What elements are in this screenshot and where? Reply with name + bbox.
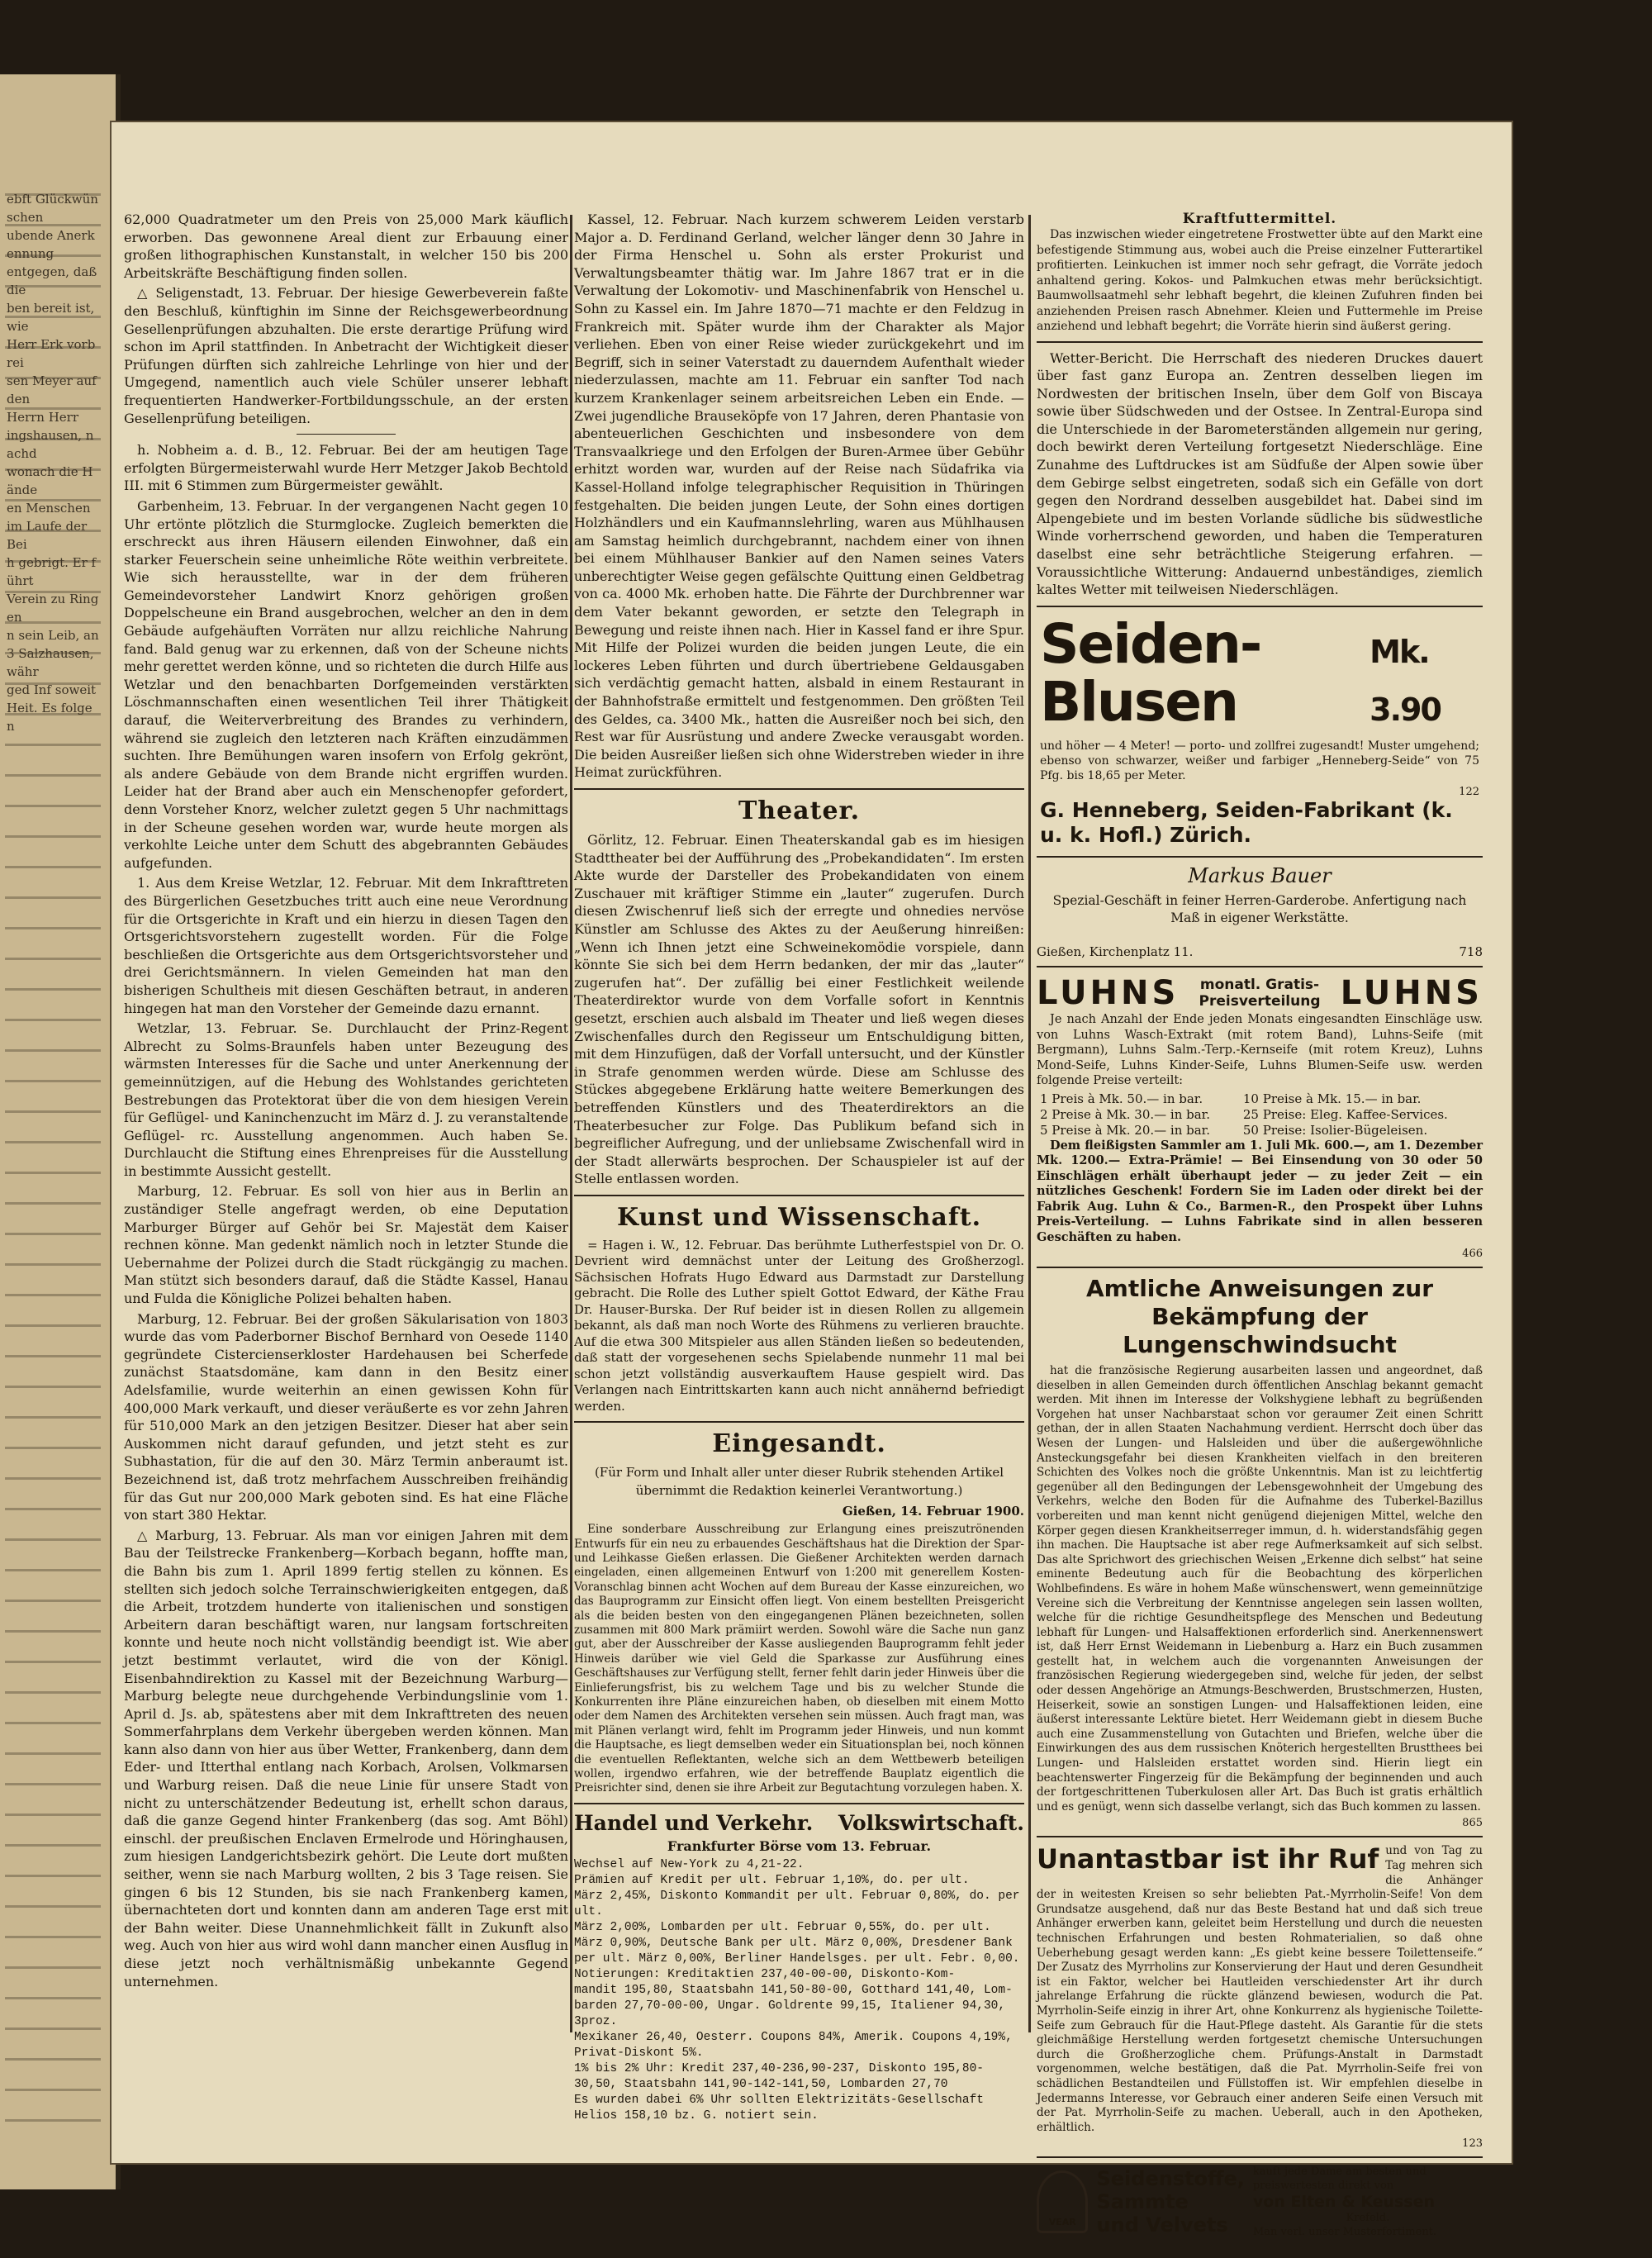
article: Eine sonderbare Ausschreibung zur Erlangung eines preiszutrönenden Entwurfs für ein neu zu erbauendes Geschäftshaus hat die Direktion der Spar- und Leihkasse Gießen erlassen. Die Gießener Architekten werden darnach eingeladen, einen allgemeinen Entwurf von 1:200 mit generellem Kosten-Voranschlag binnen acht Wochen auf dem Bureau der Kasse einzureichen, wo das Bauprogramm zur Einsicht offen liegt. Von einem bestellten Preisgericht als die beiden besten von den eingegangenen Plänen bezeichneten, sollen zusammen mit 800 Mark prämiirt werden. Sowohl wäre die Sache nun ganz gut, aber der Ausschreiber der Kasse ausliegenden Bauprogramm fehlt jeder Hinweis darüber wie viel Geld die Sparkasse zur Ausführung eines Geschäftshauses zur Verfügung stellt, ferner fehlt darin jeder Hinweis über die Einlieferungsfrist, bis zu welchem Tage und bis zu welcher Stunde die Konkurrenten ihre Pläne einzureichen haben, ob dieselben mit einem Motto oder dem Namen des Architekten versehen sein müssen. Auch fragt man, was mit Plänen verlangt wird, fehlt im Programm jeder Hinweis, und nun kommt die Hauptsache, es liegt demselben weder ein Situationsplan bei, noch können die eventuellen Reflektanten, welche sich an dem Wettbewerb beteiligen wollen, irgendwo erfahren, wie der betreffende Bauplatz eigentlich die Preisrichter sind, denen sie ihre Arbeit zur Begutachtung vorzulegen haben. X. xyxy=(574,1523,1024,1795)
ad-luhns xyxy=(1037,974,1483,1260)
prize-row xyxy=(1037,1107,1483,1123)
divider xyxy=(1037,1836,1483,1837)
prize-cell: 10 Preise à Mk. 15.— in bar. xyxy=(1242,1091,1422,1106)
boerse-line: Prämien auf Kredit per ult. Februar 1,10%, do. per ult. xyxy=(574,1873,970,1887)
section-heading-theater: Theater. xyxy=(738,796,861,825)
fragment-line: im Laufe der Bei xyxy=(7,519,88,552)
badge-icon xyxy=(1037,2170,1088,2233)
prize-row xyxy=(1037,1091,1483,1107)
fragment-line: ben bereit ist, wie xyxy=(7,301,95,334)
boerse-line: Mexikaner 26,40, Oesterr. Coupons 84%, Amerik. Coupons 4,19%, xyxy=(574,2030,1013,2044)
ad-price: Mk. 3.90 xyxy=(1370,633,1441,728)
ad-number: 123 xyxy=(1462,2137,1483,2151)
ad-side-line: Man verl. unser Musterfortiment. xyxy=(1252,2226,1437,2239)
column-rule xyxy=(570,215,572,2032)
prize-cell: 2 Preise à Mk. 30.— in bar. xyxy=(1040,1106,1210,1122)
fragment-line: Herr Erk vorbrei xyxy=(7,337,96,370)
ad-number: 718 xyxy=(1459,944,1483,959)
fragment-line: Heit. Es folgen xyxy=(7,701,93,734)
facing-page xyxy=(0,74,121,2189)
ad-side-line: kauft jede Dame am besten und preiswertesten direkt von xyxy=(1252,2165,1427,2193)
ad-logo-left: LUHNS xyxy=(1037,974,1180,1012)
ad-seiden-blusen xyxy=(1037,611,1483,849)
ad-title: Seiden-Blusen xyxy=(1040,611,1261,734)
boerse-heading: Frankfurter Börse vom 13. Februar. xyxy=(667,1837,932,1854)
ad-text: Dem fleißigsten Sammler am 1. Juli Mk. 600.—, am 1. Dezember Mk. 1200.— Extra-Prämie! — Bei Einsendung von 30 oder 50 Einschlägen erhält überhaupt jeder — zu jeder Zeit — ein nützliches Geschenk! Fordern Sie im Laden oder direkt bei der Fabrik Aug. Luhn & Co., Barmen-R., den Prospekt über Luhns Preis-Verteilung. — Luhns Fabrikate sind in allen besseren Geschäften zu haben. xyxy=(1037,1138,1483,1244)
boerse-line: Notierungen: Kreditaktien 237,40-00-00, Diskonto-Kom- xyxy=(574,1967,956,1981)
section-heading-eingesandt: Eingesandt. xyxy=(712,1429,886,1459)
boerse-line: März 2,45%, Diskonto Kommandit per ult. Februar 0,80%, do. per ult. xyxy=(574,1889,1020,1918)
fragment-line: ubende Anerkennung xyxy=(7,228,95,261)
ad-firm: von Elten & Keussen xyxy=(1252,2193,1436,2212)
heading-left: Handel und Verkehr. xyxy=(574,1810,814,1835)
ad-address: Gießen, Kirchenplatz 11. xyxy=(1037,944,1194,959)
article: = Hagen i. W., 12. Februar. Das berühmte Lutherfestspiel von Dr. O. Devrient wird demnächst unter der Leitung des Großherzogl. Sächsischen Hofrats Hugo Edward aus Darmstadt zur Darstellung gebracht. Die Rolle des Luther spielt Gottot Edward, der Käthe Frau Dr. Hauser-Burska. Der Ruf beider ist in diesen Rollen zu allgemein bekannt, als daß man noch Worte des Rühmens zu verlieren brauchte. Auf die etwa 300 Mitspieler aus allen Ständen ließen so bedeutenden, daß statt der vorgesehenen sechs Spielabende nunmehr 11 mal bei schon jetzt vollständig ausverkauftem Hause gespielt wird. Das Verlangen nach Eintrittskarten kann auch nicht annähernd befriedigt werden. xyxy=(574,1237,1024,1414)
section-heading-kunst: Kunst und Wissenschaft. xyxy=(616,1202,982,1232)
ad-title xyxy=(1096,2167,1244,2237)
ad-title-line: Sammte xyxy=(1096,2190,1189,2214)
ad-firm: G. Henneberg, Seiden-Fabrikant (k. u. k. Hofl.) Zürich. xyxy=(1040,797,1453,847)
divider xyxy=(297,434,396,435)
ad-subtitle: monatl. Gratis-Preisverteilung xyxy=(1199,977,1321,1010)
prize-cell: 1 Preis à Mk. 50.— in bar. xyxy=(1040,1091,1203,1106)
article: Görlitz, 12. Februar. Einen Theaterskandal gab es im hiesigen Stadttheater bei der Aufführung des „Probekandidaten“. Im ersten Akte wurde der Darsteller des Probekandidaten von einem Zuschauer mit kräftiger Stimme ein „lauter“ zugerufen. Durch diesen Zwischenruf ließ sich der erregte und ohnedies nervöse Künstler am Schlusse des Aktes zu der Aeußerung hinreißen: „Wenn ich Ihnen jetzt eine Schweinekomödie vorspiele, dann könnte Sie sich bei dem Herrn bedanken, der mir das „lauter“ zugerufen hat“. Der zufällig bei einer Festlichkeit weilende Theaterdirektor wurde von dem Vorfalle sofort in Kenntnis gesetzt, erschien auch alsbald im Theater und ließ wegen dieses Zwischenfalles durch den Regisseur um Entschuldigung bitten, mit dem Hinzufügen, daß der Vorfall untersucht, und der Künstler in Strafe genommen werden würde. Diese am Schlusse des Stückes abgegebene Erklärung hatte weitere Bemerkungen des betreffenden Künstlers und des Theaterdirektors an die Theaterbesucher zur Folge. Das Publikum befand sich in begreiflicher Aufregung, und der unliebsame Zwischenfall wird in der Stadt allerwärts besprochen. Der Schauspieler ist auf der Stelle entlassen worden. xyxy=(574,832,1024,1187)
prize-cell: 25 Preise: Eleg. Kaffee-Services. xyxy=(1242,1106,1448,1122)
section-heading-handel xyxy=(574,1811,1024,1835)
boerse-line: 30,50, Staatsbahn 141,90-142-141,50, Lombarden 27,70 xyxy=(574,2077,948,2091)
ad-lungenschwindsucht xyxy=(1037,1275,1483,1829)
divider xyxy=(1037,2156,1483,2158)
divider xyxy=(1037,341,1483,343)
article: △ Marburg, 13. Februar. Als man vor einigen Jahren mit dem Bau der Teilstrecke Frankenberg—Korbach begann, hoffte man, die Bahn bis zum 1. April 1899 fertig stellen zu können. Es stellten sich jedoch solche Terrainschwierigkeiten entgegen, daß die Arbeit, trotzdem hunderte von italienischen und sonstigen Arbeitern daran beschäftigt waren, nur langsam fortschreiten konnte und heute noch nicht vollständig beendigt ist. Wie aber jetzt bestimmt verlautet, wird die von der Königl. Eisenbahndirektion zu Kassel mit der Bezeichnung Warburg—Marburg belegte neue durchgehende Verbindungslinie vom 1. April d. Js. ab, spätestens aber mit dem Inkrafttreten des neuen Sommerfahrplans dem Verkehr übergeben werden können. Man kann also dann von hier aus über Wetter, Frankenberg, dann dem Eder- und Itterthal entlang nach Korbach, Arolsen, Volkmarsen und Warburg reisen. Daß die neue Linie für unsere Stadt von nicht zu unterschätzender Bedeutung ist, erhellt schon daraus, daß die ganze Gegend hinter Frankenberg (das sog. Amt Böhl) einschl. der preußischen Enclaven Ermelrode und Höringhausen, zum hiesigen Landgerichtsbezirk gehört. Die Leute dort mußten seither, wenn sie nach Marburg wollten, 2 bis 3 Tage reisen. Sie gingen 6 bis 12 Stunden, bis sie nach Frankenberg kamen, übernachteten dort und konnten dann am anderen Tage erst mit der Bahn weiter. Diese Unannehmlichkeit fällt in Zukunft also weg. Auch von hier aus wird wohl dann mancher einen Ausflug in diese jetzt noch verhältnismäßig unbekannte Gegend unternehmen. xyxy=(124,1527,568,1989)
divider xyxy=(574,1195,1024,1196)
ad-number: 122 xyxy=(1459,785,1479,798)
article: Garbenheim, 13. Februar. In der vergangenen Nacht gegen 10 Uhr ertönte plötzlich die Sturmglocke. Zugleich bemerkten die erschreckt aus ihren Häusern eilenden Einwohner, daß ein starker Feuerschein seine unheimliche Röte weithin verbreitete. Wie sich herausstellte, war in der dem früheren Gemeindevorsteher Landwirt Knorz gehörigen großen Doppelscheune ein Brand ausgebrochen, welcher an den in dem Gebäude aufgehäuften Vorräten nur allzu reichliche Nahrung fand. Bald genug war zu erkennen, daß von der Scheune nichts mehr gerettet werden könne, und so richteten die durch Hilfe aus Wetzlar und den benachbarten Dorfgemeinden verstärkten Löschmannschaften einen wesentlichen Teil ihrer Thätigkeit darauf, die Weiterverbreitung des Brandes zu verhindern, während sie zugleich den letzteren nach Kräften einzudämmen suchten. Ihre Bemühungen waren insofern von Erfolg gekrönt, als andere Gebäude von dem Brande nicht ergriffen wurden. Leider hat der Brand aber auch ein Menschenopfer gefordert, denn Vorsteher Knorz, welcher zuletzt gegen 5 Uhr nachmittags in der Scheune gesehen worden war, wurde heute morgen als verkohlte Leiche unter dem Schutt des abgebrannten Gebäudes aufgefunden. xyxy=(124,497,568,871)
fragment-line: n sein Leib, an xyxy=(7,628,99,643)
prize-table xyxy=(1037,1091,1483,1139)
boerse-line: Privat-Diskont 5%. xyxy=(574,2046,704,2060)
ad-seidenstoffe xyxy=(1037,2165,1483,2239)
editorial-note: (Für Form und Inhalt aller unter dieser Rubrik stehenden Artikel übernimmt die Redaktion keinerlei Verantwortung.) xyxy=(594,1465,1004,1498)
ad-text: Spezial-Geschäft in feiner Herren-Garderobe. Anfertigung nach Maß in eigener Werkstätte. xyxy=(1052,892,1467,926)
fragment-line: sen Meyer auf den xyxy=(7,373,97,406)
fragment-line: 3 Salzhausen, währ xyxy=(7,646,94,679)
fragment-line: ingshausen, nachd xyxy=(7,428,94,461)
fragment-line: Verein zu Ringen xyxy=(7,592,99,625)
weather-report: Wetter-Bericht. Die Herrschaft des niederen Druckes dauert über fast ganz Europa an. Zentren desselben liegen im Nordwesten der britischen Inseln, über dem Golf von Biscaya sowie über Südschweden und der Ostsee. In Zentral-Europa sind die Unterschiede in der Barometerständen allgemein nur gering, doch bewirkt deren Verteilung fortgesetzt Niederschläge. Eine Zunahme des Luftdruckes ist am Südfuße der Alpen sowie über dem Gebirge selbst eingetreten, sodaß sich ein Gefälle von dort gegen den Nordrand desselben ausgebildet hat. Dabei sind im Alpengebiete und im besten Vorlande südliche bis südwestliche Winde vorherrschend geworden, und haben die Temperaturen daselbst eine sehr beträchtliche Steigerung erfahren. — Voraussichtliche Witterung: Andauernd unbeständiges, ziemlich kaltes Wetter mit teilweisen Niederschlägen. xyxy=(1037,349,1483,598)
article: Wetzlar, 13. Februar. Se. Durchlaucht der Prinz-Regent Albrecht zu Solms-Braunfels haben unter Bezeugung des wärmsten Interesses für die Sache und unter Anerkennung der gemeinnützigen, auf die Hebung des Wohlstandes gerichteten Bestrebungen das Protektorat über die von dem hiesigen Verein für Geflügel- und Kaninchenzucht im März d. J. zu veranstaltende Geflügel- rc. Ausstellung angenommen. Auch haben Se. Durchlaucht die Stiftung eines Ehrenpreises für die Ausstellung in bestimmte Aussicht gestellt. xyxy=(124,1020,568,1179)
boerse-line: mandit 195,80, Staatsbahn 141,50-80-00, Gotthard 141,40, Lom- xyxy=(574,1983,1013,1997)
divider xyxy=(1037,606,1483,607)
divider xyxy=(1037,856,1483,858)
fragment-line: Herrn Herr xyxy=(7,410,79,425)
badge-label: VEAR xyxy=(1048,2217,1076,2228)
column-1 xyxy=(124,211,568,1993)
boerse-line: 1% bis 2% Uhr: Kredit 237,40-236,90-237, Diskonto 195,80- xyxy=(574,2061,984,2075)
ad-text: und von Tag zu Tag mehren sich die Anhänger der in weitesten Kreisen so sehr beliebten Pat.-Myrrholin-Seife! Von dem Grundsatze ausgehend, daß nur das Beste Bestand hat und daß sich treue Anhänger erwerben kann, geleitet beim Herstellung und durch die neuesten technischen Erfahrungen und besten Rohmaterialien, so daß ohne Ueberhebung gesagt werden kann: „Es giebt keine bessere Toilettenseife.“ Der Zusatz des Myrrholins zur Konservierung der Haut und deren Gesundheit ist ein Faktor, welcher bei Hautleiden verschiedenster Art ihr durch jahrelange Erfahrung die rückte glänzend bewiesen, wodurch die Pat. Myrrholin-Seife einzig in ihrer Art, ohne Konkurrenz als hygienische Toilette-Seife zum Gebrauch für die Haut-Pflege dasteht. Als Garantie für die stets gleichmäßige Herstellung werden fortgesetzt chemische Untersuchungen durch die Großherzogliche chem. Prüfungs-Anstalt in Darmstadt vorgenommen, welche bestätigen, daß die Pat. Myrrholin-Seife frei von schädlichen Bestandteilen und Füllstoffen ist. Wir empfehlen dieselbe in Jedermanns Interesse, vor Gebrauch einer anderen Seife einen Versuch mit der Pat. Myrrholin-Seife zu machen. Ueberall, auch in den Apotheken, erhältlich. xyxy=(1037,1844,1483,2134)
ad-headline xyxy=(1037,974,1483,1012)
ad-number: 466 xyxy=(1462,1248,1483,1260)
divider xyxy=(574,1421,1024,1423)
article: Kassel, 12. Februar. Nach kurzem schwerem Leiden verstarb Major a. D. Ferdinand Gerland, welcher länger denn 30 Jahre in der Firma Henschel u. Sohn als erster Prokurist und Verwaltungsbeamter thätig war. Im Jahre 1867 trat er in die Verwaltung der Lokomotiv- und Maschinenfabrik von Henschel u. Sohn zu Kassel ein. Im Jahre 1870—71 machte er den Feldzug in Frankreich mit. Später wurde ihm der Charakter als Major verliehen. Eben von einer Reise wieder zurückgekehrt und im Begriff, sich in seiner Vaterstadt zu dauerndem Aufenthalt wieder niederzulassen, machte am 11. Februar ein sanfter Tod nach kurzem Krankenlager seinem arbeitsreichen Leben ein Ende. — Zwei jugendliche Brauseköpfe von 17 Jahren, deren Phantasie von abenteuerlichen Geschichten und insbesondere von dem Transvaalkriege und den Erfolgen der Buren-Armee über Gebühr erhitzt worden war, wurden auf der Reise nach Südafrika via Kassel-Holland infolge telegraphischer Requisition in Thüringen festgehalten. Die beiden jungen Leute, der Sohn eines dortigen Holzhändlers und ein Kaufmannslehrling, waren aus Mühlhausen am Samstag heimlich durchgebrannt, nachdem einer von ihnen bei einem Mühlhauser Bankier auf den Namen seines Vaters unberechtigter Weise gegen gefälschte Quittung einen Geldbetrag von ca. 4000 Mk. erhoben hatte. Die Fährte der Durchbrenner war dem Vater bekannt geworden, er setzte den Telegraph in Bewegung und reiste ihnen nach. Hier in Kassel fand er ihre Spur. Mit Hilfe der Polizei wurden die beiden jungen Leute, die ein lockeres Leben führten und durch übertriebene Geldausgaben sich verdächtig gemacht hatten, alsbald in einem Restaurant in der Bahnhofstraße ermittelt und festgenommen. Den größten Teil des Geldes, ca. 3400 Mk., hatten die Ausreißer noch bei sich, den Rest war für Ausrüstung und andere Zwecke verausgabt worden. Die beiden Ausreißer ließen sich ohne Widerstreben wieder in ihre Heimat zurückführen. xyxy=(574,212,1024,781)
column-2 xyxy=(574,211,1024,2124)
boerse-line: März 0,90%, Deutsche Bank per ult. März 0,00%, Dresdener Bank xyxy=(574,1936,1013,1950)
fragment-line: en Menschen xyxy=(7,501,91,516)
article: 62,000 Quadratmeter um den Preis von 25,000 Mark käuflich erworben. Das gewonnene Areal dient zur Erbauung einer großen lithographischen Kunstanstalt, in welcher 150 bis 200 Arbeitskräfte Beschäftigung finden sollen. xyxy=(124,212,568,281)
fragment-line: ebft Glückwünschen xyxy=(7,192,98,225)
article: h. Nobheim a. d. B., 12. Februar. Bei der am heutigen Tage erfolgten Bürgermeisterwahl wurde Herr Metzger Jakob Bechtold III. mit 6 Stimmen zum Bürgermeister gewählt. xyxy=(124,442,568,494)
dateline: Gießen, 14. Februar 1900. xyxy=(842,1503,1024,1519)
ad-markus-bauer xyxy=(1037,864,1483,959)
ad-title: Markus Bauer xyxy=(1188,863,1332,887)
boerse-line: Wechsel auf New-York zu 4,21-22. xyxy=(574,1857,805,1871)
ad-logo-right: LUHNS xyxy=(1340,974,1483,1012)
prize-row xyxy=(1037,1123,1483,1139)
fragment-line: h gebrigt. Er führt xyxy=(7,555,97,588)
ad-headline: Unantastbar ist ihr Ruf xyxy=(1037,1843,1379,1875)
ad-headline xyxy=(1040,611,1479,739)
column-3 xyxy=(1037,211,1483,2239)
article: △ Seligenstadt, 13. Februar. Der hiesige Gewerbeverein faßte den Beschluß, künftighin im Sinne der Reichsgewerbeordnung Gesellenprüfungen abzuhalten. Die erste derartige Prüfung wird schon im April stattfinden. In Anbetracht der Wichtigkeit dieser Prüfungen dürften sich zahlreiche Lehrlinge von hier und der Umgegend, namentlich auch viele Schüler unserer lebhaft frequentierten Handwerker-Fortbildungsschule, an der ersten Gesellenprüfung beteiligen. xyxy=(124,285,568,426)
fragment-line: wonach die Hände xyxy=(7,464,93,497)
article: 1. Aus dem Kreise Wetzlar, 12. Februar. Mit dem Inkrafttreten des Bürgerlichen Gesetzbuches tritt auch eine neue Verordnung für die Ortsgerichte in Kraft und ein hierzu in diesen Tagen den Ortsgerichtsvorstehern zugestellt worden. Für die Folge beschließen die Ortsgerichte aus dem Ortsgerichtsvorsteher und drei Gerichtsmännern. In vielen Gemeinden hat man den bisherigen Schultheis mit diesen Geschäften betraut, in anderen hingegen hat man den Vorsteher der Gemeinde dazu ernannt. xyxy=(124,875,568,1016)
boerse-line: Helios 158,10 bz. G. notiert sein. xyxy=(574,2108,819,2123)
fragment-line: entgegen, daß die xyxy=(7,264,97,297)
kraftfutter-heading: Kraftfuttermittel. xyxy=(1182,211,1337,227)
ad-side-text xyxy=(1253,2165,1483,2239)
boerse-report xyxy=(574,1857,1024,2124)
prize-cell: 50 Preise: Isolier-Bügeleisen. xyxy=(1242,1122,1428,1138)
column-rule xyxy=(1028,215,1031,2032)
article: Marburg, 12. Februar. Bei der großen Säkularisation von 1803 wurde das vom Paderborner Bischof Bernhard von Oesede 1140 gegründete Cistercienserkloster Hardehausen bei Scherfede zunächst Staatsdomäne, kam dann in den Besitz einer Adelsfamilie, wurde weiterhin an einen gewissen Kohn für 400,000 Mark verkauft, und dieser veräußerte es vor zehn Jahren für 510,000 Mark an den jetzigen Besitzer. Dieser hat aber sein Auskommen nicht darauf gefunden, und jetzt steht es zur Subhastation, für die auf den 30. März Termin anberaumt ist. Bezeichnend ist, daß trotz mehrfachem Ausschreiben freihändig für das Gut nur 200,000 Mark geboten sind. Es hat eine Fläche von start 380 Hektar. xyxy=(124,1310,568,1524)
ad-title-line: Seidenstoffe, xyxy=(1096,2167,1245,2191)
ad-place: Krefeld. xyxy=(1346,2212,1390,2225)
ad-number: 865 xyxy=(1462,1817,1483,1830)
ad-text: Je nach Anzahl der Ende jeden Monats eingesandten Einschläge usw. von Luhns Wasch-Extrakt (mit rotem Band), Luhns-Seife (mit Bergmann), Luhns Salm.-Terp.-Kernseife (mit rotem Kreuz), Luhns Mond-Seife, Luhns Kinder-Seife, Luhns Blumen-Seife usw. werden folgende Preise verteilt: xyxy=(1037,1013,1483,1087)
ad-myrrholin xyxy=(1037,1844,1483,2150)
divider xyxy=(574,1803,1024,1804)
article: Marburg, 12. Februar. Es soll von hier aus in Berlin an zuständiger Stelle angefragt werden, ob eine Deputation Marburger Bürger auf Gehör bei Sr. Majestät dem Kaiser rechnen könne. Man gedenkt nämlich noch in letzter Stunde die Uebernahme der Polizei durch die Stadt rückgängig zu machen. Man stützt sich besonders darauf, daß die Städte Kassel, Hanau und Fulda die Königliche Polizei behalten haben. xyxy=(124,1183,568,1307)
divider xyxy=(1037,1267,1483,1268)
ad-text: hat die französische Regierung ausarbeiten lassen und angeordnet, daß dieselben in allen Gemeinden durch öffentlichen Anschlag bekannt gemacht werden. Mit ihnen im Interesse der Volkshygiene lebhaft zu begrüßenden Vorgehen hat unser Nachbarstaat schon vor geraumer Zeit einen Schritt gethan, der in allen Staaten Nachahmung verdient. Herrscht doch über das Wesen der Lungen- und Halsleiden und über die außergewöhnliche Ansteckungsgefahr bei diesen Krankheiten vielfach in den breiteren Schichten des Volkes noch die größte Unkenntnis. Man ist zu leichtfertig gegenüber all den Bedingungen der Lebensgewohnheit der Umgebung des Verkehrs, welche den Boden für die Aufnahme des Tuberkel-Bazillus vorbereiten und man kennt nicht genügend diejenigen Mittel, welche den Körper gegen diesen Krankheitserreger immun, d. h. widerstandsfähig gegen ihn machen. Die Hauptsache ist aber rege Aufmerksamkeit auf sich selbst. Das alte Sprichwort des griechischen Weisen „Erkenne dich selbst“ hat seine eminente Bedeutung auch für die Beobachtung des körperlichen Wohlbefindens. Es wäre in hohem Maße wünschenswert, wenn gemeinnützige Vereine sich die Verbreitung der Kenntnisse angelegen sein lassen wollten, welche für die richtige Gesundheitspflege des Menschen und Bedeutung lebhaft für Lungen- und Halsaffektionen erforderlich sind. Anerkennenswert ist, daß Herr Ernst Weidemann in Liebenburg a. Harz ein Buch zusammen gestellt hat, in welchem auch die vorgenannten Anweisungen der französischen Regierung wiedergegeben sind, welche für jeden, der selbst oder dessen Angehörige an Atmungs-Beschwerden, Brustschmerzen, Husten, Heiserkeit, sowie an sonstigen Lungen- und Halsaffektionen leiden, eine äußerst interessante Lektüre bietet. Herr Weidemann giebt in diesem Buche auch eine Zusammenstellung von Gutachten und Briefen, welche über die Einwirkungen des aus dem russischen Knöterich hergestellten Brustthees bei Lungen- und Halsleiden erstattet worden sind. Hierin liegt ein beachtenswerter Fingerzeig für die Bekämpfung der beginnenden und auch der fortgeschrittenen Tuberkulosen aller Art. Das Buch ist gratis erhältlich und es genügt, wenn sich dasselbe verlangt, sich das Buch kommen zu lassen. xyxy=(1037,1364,1483,1814)
article: Das inzwischen wieder eingetretene Frostwetter übte auf den Markt eine befestigende Stimmung aus, wobei auch die Preise einzelner Futterartikel profitierten. Leinkuchen ist immer noch sehr gefragt, die Vorräte jedoch anhaltend gering. Kokos- und Palmkuchen etwas mehr berücksichtigt. Baumwollsaatmehl sehr lebhaft begehrt, die kleinen Zufuhren finden bei anziehenden Preisen rasch Abnehmer. Kleien und Futtermehle im Preise anziehend und lebhaft begehrt; die Vorräte hierin sind äußerst gering. xyxy=(1037,228,1483,333)
boerse-line: per ult. März 0,00%, Berliner Handelsges. per ult. Febr. 0,00. xyxy=(574,1951,1020,1966)
ad-title-line: und Velvets xyxy=(1096,2213,1228,2237)
boerse-line: März 2,00%, Lombarden per ult. Februar 0,55%, do. per ult. xyxy=(574,1920,991,1934)
fragment-line: ged Inf soweit xyxy=(7,682,97,697)
divider xyxy=(1037,966,1483,967)
facing-page-fragment xyxy=(7,190,99,735)
prize-cell: 5 Preise à Mk. 20.— in bar. xyxy=(1040,1122,1210,1138)
divider xyxy=(574,788,1024,790)
heading-right: Volkswirtschaft. xyxy=(838,1810,1024,1835)
boerse-line: barden 27,70-00-00, Ungar. Goldrente 99,15, Italiener 94,30, 3proz. xyxy=(574,1999,1006,2028)
ad-headline: Amtliche Anweisungen zur Bekämpfung der Lungenschwindsucht xyxy=(1085,1275,1434,1358)
ad-address-row xyxy=(1037,944,1483,959)
ad-text: und höher — 4 Meter! — porto- und zollfrei zugesandt! Muster umgehend; ebenso von schwarzer, weißer und farbiger „Henneberg-Seide“ von 75 Pfg. bis 18,65 per Meter. xyxy=(1040,739,1479,782)
boerse-line: Es wurden dabei 6% Uhr sollten Elektrizitäts-Gesellschaft xyxy=(574,2093,984,2107)
